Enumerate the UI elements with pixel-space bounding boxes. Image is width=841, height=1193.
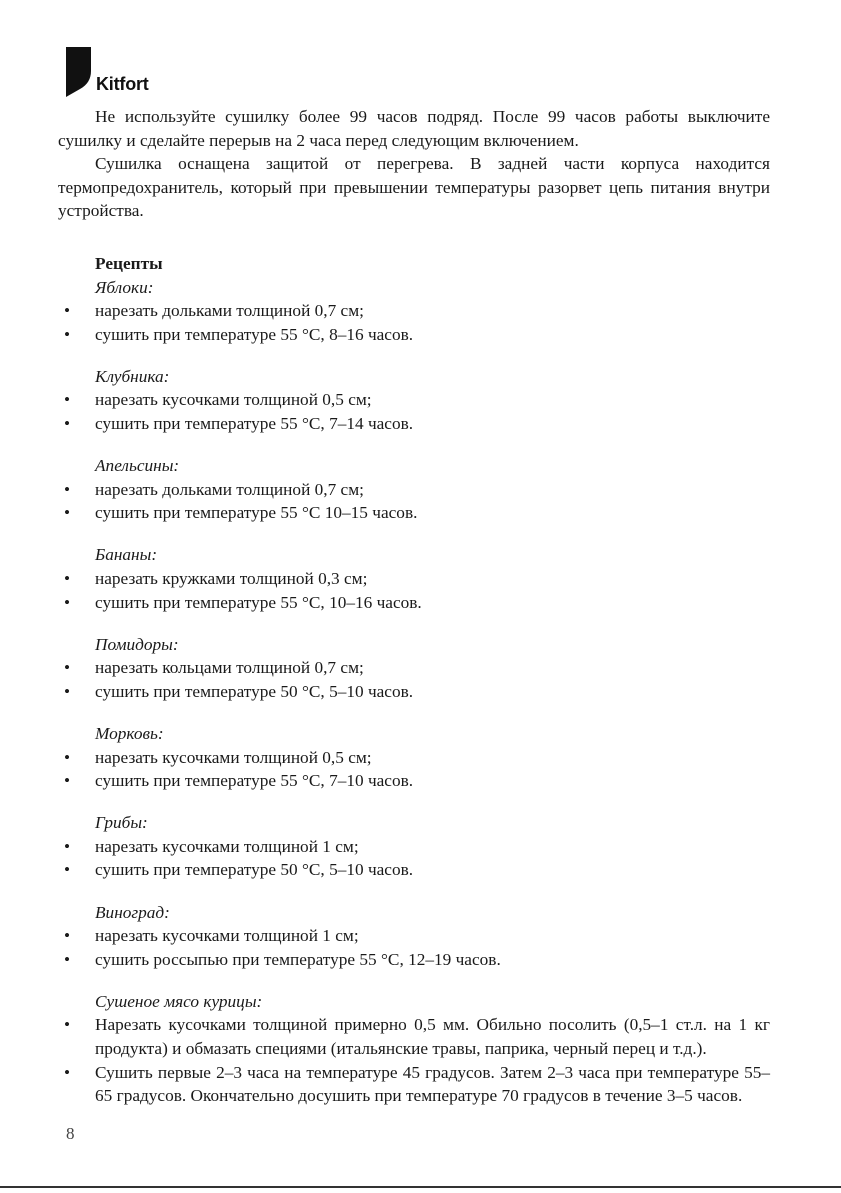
recipe-name: Бананы:	[95, 545, 158, 565]
recipe-block	[58, 454, 770, 525]
bullet-icon: •	[64, 681, 71, 701]
bullet-icon: •	[64, 479, 71, 499]
recipe-block	[58, 633, 770, 704]
recipe-step-text: нарезать кольцами толщиной 0,7 см;	[95, 658, 364, 678]
recipe-steps	[58, 567, 770, 614]
recipe-step-text: сушить россыпью при температуре 55 °С, 12–19 часов.	[95, 949, 501, 969]
section-title-recipes: Рецепты	[95, 253, 163, 273]
recipe-step-text: нарезать кусочками толщиной 1 см;	[95, 926, 359, 946]
bullet-icon: •	[64, 569, 71, 588]
recipe-steps	[58, 388, 770, 435]
recipe-step-text: Нарезать кусочками толщиной примерно 0,5 мм. Обильно посолить (0,5–1 ст.л. на 1 кг продукта) и обмазать специями (итальянские травы, паприка, черный перец и т.д.).	[95, 1015, 770, 1058]
bullet-icon: •	[64, 658, 71, 678]
recipe-step	[58, 501, 770, 525]
bullet-icon: •	[64, 747, 71, 767]
bullet-icon: •	[64, 301, 71, 321]
recipe-name: Клубника:	[95, 366, 170, 386]
recipe-steps	[58, 478, 770, 525]
bullet-icon: •	[64, 592, 71, 612]
recipe-step	[58, 769, 770, 793]
recipe-step-text: нарезать кусочками толщиной 0,5 см;	[95, 747, 372, 767]
recipe-step	[58, 948, 770, 972]
recipe-step-text: сушить при температуре 50 °С, 5–10 часов.	[95, 860, 414, 880]
recipe-step	[58, 924, 770, 948]
recipe-step-text: нарезать кусочками толщиной 0,5 см;	[95, 390, 372, 410]
brand-name: Kitfort	[96, 74, 149, 94]
recipe-step-text: сушить при температуре 55 °С, 7–10 часов.	[95, 771, 414, 791]
recipe-block	[58, 365, 770, 436]
recipe-step-text: Сушить первые 2–3 часа на температуре 45 градусов. Затем 2–3 часа при температуре 55–65 градусов. Окончательно досушить при температуре 70 градусов в течение 3–5 часов.	[95, 1062, 770, 1106]
recipe-steps	[58, 746, 770, 793]
recipe-step	[58, 858, 770, 882]
recipe-step-text: нарезать дольками толщиной 0,7 см;	[95, 301, 364, 321]
recipe-step	[58, 1013, 770, 1060]
recipe-steps	[58, 835, 770, 882]
recipe-step	[58, 835, 770, 859]
recipe-steps	[58, 299, 770, 346]
recipe-step	[58, 478, 770, 502]
bullet-icon: •	[64, 503, 71, 523]
recipe-name: Сушеное мясо курицы:	[95, 991, 263, 1011]
bullet-icon: •	[64, 836, 71, 856]
recipe-step-text: сушить при температуре 55 °С, 8–16 часов.	[95, 324, 414, 344]
bullet-icon: •	[64, 949, 71, 969]
recipe-step	[58, 656, 770, 680]
recipe-name: Апельсины:	[95, 456, 180, 476]
recipe-step-text: сушить при температуре 50 °С, 5–10 часов.	[95, 681, 414, 701]
kitfort-logo-icon	[66, 47, 94, 97]
page-content	[58, 105, 770, 1108]
recipe-step	[58, 299, 770, 323]
bullet-icon: •	[64, 1015, 71, 1035]
recipe-step	[58, 412, 770, 436]
recipe-steps	[58, 656, 770, 703]
recipe-step-text: сушить при температуре 55 °С, 7–14 часов.	[95, 414, 414, 434]
kitfort-logo	[66, 47, 176, 97]
recipe-step-text: сушить при температуре 55 °С, 10–16 часов.	[95, 592, 422, 612]
bullet-icon: •	[64, 860, 71, 880]
recipe-step	[58, 323, 770, 347]
bullet-icon: •	[64, 926, 71, 946]
recipe-steps	[58, 924, 770, 971]
recipe-step	[58, 388, 770, 412]
recipe-block	[58, 722, 770, 793]
recipe-step	[58, 591, 770, 615]
recipe-name: Морковь:	[95, 723, 164, 743]
recipe-block	[58, 276, 770, 347]
recipe-step	[58, 746, 770, 770]
page-number: 8	[66, 1124, 75, 1143]
recipe-name: Яблоки:	[95, 277, 154, 297]
bullet-icon: •	[64, 771, 71, 791]
recipes-list	[58, 276, 770, 1108]
bullet-icon: •	[64, 390, 71, 410]
bullet-icon: •	[64, 414, 71, 434]
page-bottom-rule	[0, 1186, 841, 1188]
recipe-name: Виноград:	[95, 902, 170, 922]
intro-paragraph-2: Сушилка оснащена защитой от перегрева. В задней части корпуса находится термопредохранитель, который при превышении температуры разорвет цепь питания внутри устройства.	[58, 154, 770, 221]
recipe-step-text: нарезать кружками толщиной 0,3 см;	[95, 569, 368, 588]
recipe-name: Помидоры:	[95, 634, 179, 654]
recipe-step-text: нарезать дольками толщиной 0,7 см;	[95, 479, 364, 499]
recipe-block	[58, 901, 770, 972]
recipe-step	[58, 567, 770, 591]
intro-paragraph-1: Не используйте сушилку более 99 часов подряд. После 99 часов работы выключите сушилку и сделайте перерыв на 2 часа перед следующим включением.	[58, 107, 770, 150]
recipe-block	[58, 543, 770, 614]
recipe-step-text: сушить при температуре 55 °С 10–15 часов.	[95, 503, 418, 523]
recipe-steps	[58, 1013, 770, 1107]
recipe-block	[58, 811, 770, 882]
bullet-icon: •	[64, 1062, 71, 1082]
recipe-step	[58, 680, 770, 704]
bullet-icon: •	[64, 324, 71, 344]
recipe-block	[58, 990, 770, 1108]
recipe-step-text: нарезать кусочками толщиной 1 см;	[95, 836, 359, 856]
recipe-name: Грибы:	[95, 813, 148, 833]
recipe-step	[58, 1061, 770, 1108]
